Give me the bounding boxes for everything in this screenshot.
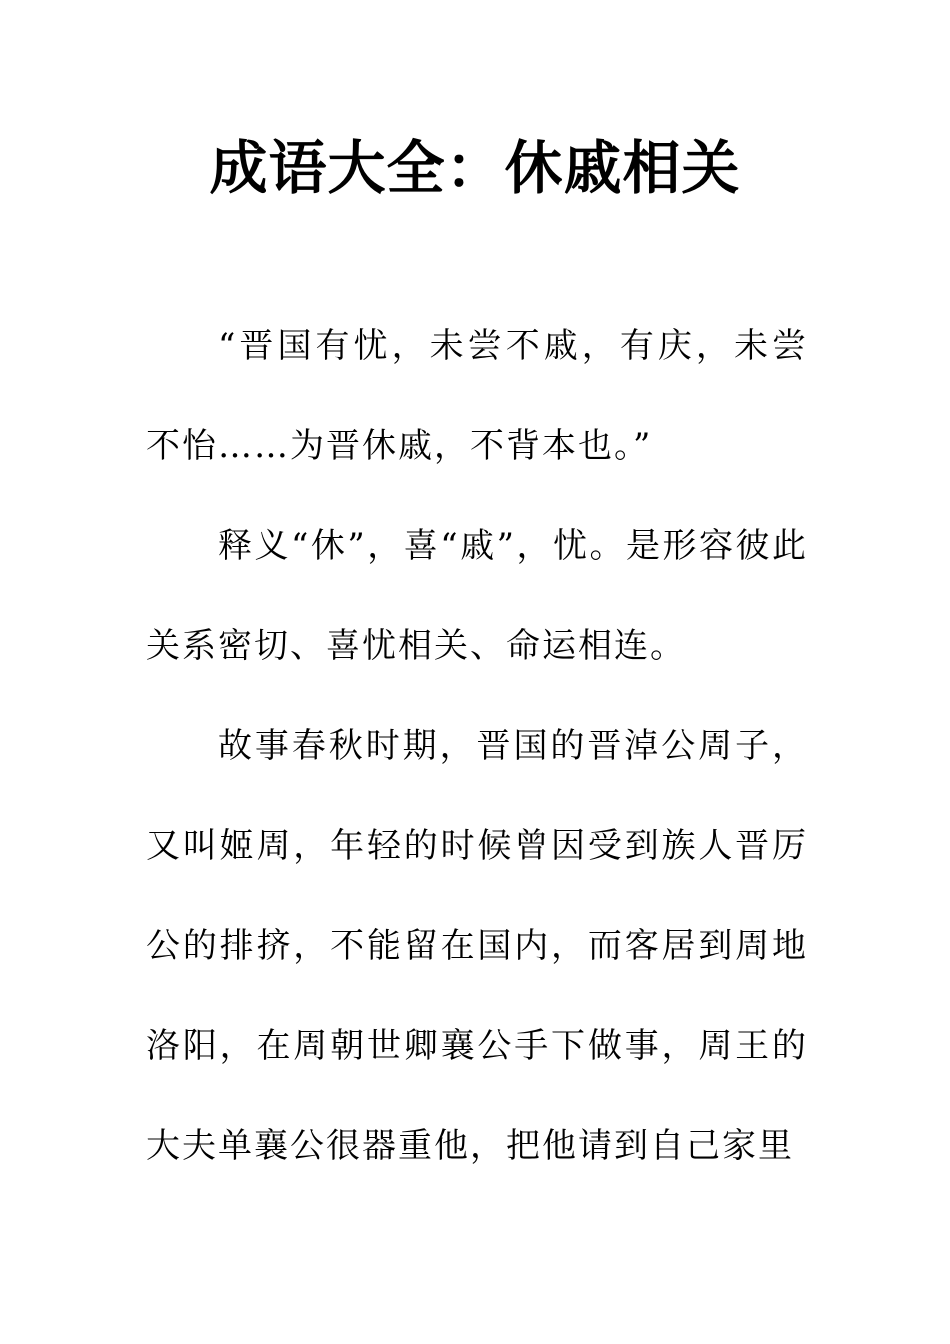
paragraph-quote: “晋国有忧，未尝不戚，有庆，未尝不怡……为晋休戚，不背本也。” — [146, 326, 808, 466]
document-body — [146, 296, 808, 1196]
document-title: 成语大全：休戚相关 — [209, 134, 741, 202]
paragraph-meaning: 释义“休”，喜“戚”，忧。是形容彼此关系密切、喜忧相关、命运相连。 — [146, 526, 808, 666]
paragraph-story: 故事春秋时期，晋国的晋淖公周子，又叫姬周，年轻的时候曾因受到族人晋厉公的排挤，不能留在国内，而客居到周地洛阳，在周朝世卿襄公手下做事，周王的大夫单襄公很器重他，把他请到自己家里 — [146, 726, 808, 1166]
